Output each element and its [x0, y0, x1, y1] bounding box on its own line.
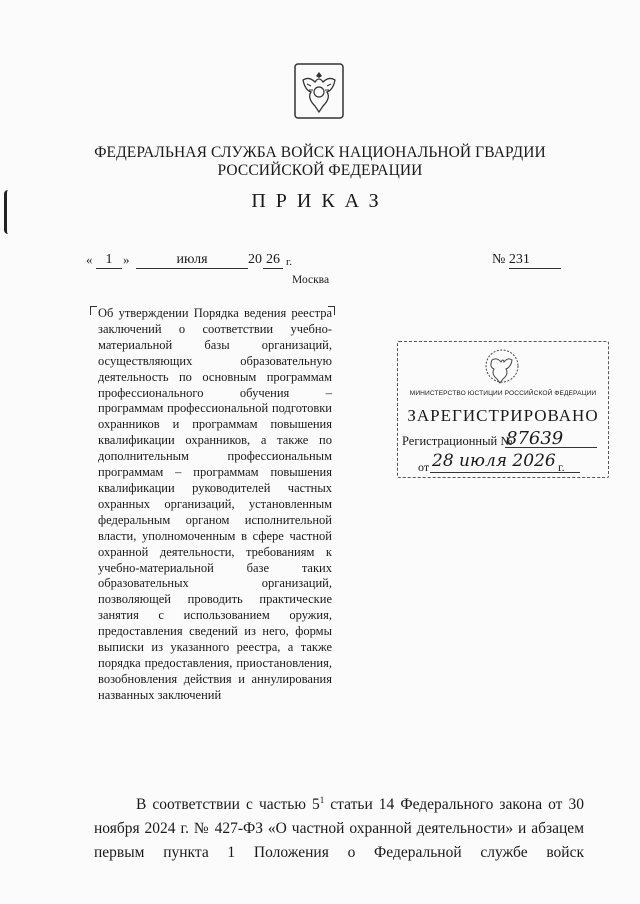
date-year-field	[263, 252, 283, 269]
subject-bracket-left	[90, 306, 97, 315]
body-part2: статьи 14 Федерального закона от 30 ноября 2024 г. № 427-ФЗ «О частной охранной деятельности» и абзацем первым пункта 1 Положения о Федеральной службе войск	[94, 796, 584, 862]
stamp-reg-label: Регистрационный №	[402, 434, 513, 448]
date-day-field	[96, 252, 122, 269]
stamp-date-prefix: от	[418, 460, 430, 474]
number-label: №	[492, 252, 506, 267]
organization-title-line2: РОССИЙСКОЙ ФЕДЕРАЦИИ	[217, 162, 423, 179]
date-month-field	[136, 252, 248, 269]
date-close-quote: »	[123, 252, 130, 267]
date-open-quote: «	[86, 252, 93, 267]
body-part1: В соответствии с частью 5	[136, 796, 320, 814]
stamp-reg-number: 87639	[506, 428, 564, 449]
stamp-date-handwritten: 28 июля 2026	[432, 451, 556, 471]
organization-title-line1: ФЕДЕРАЛЬНАЯ СЛУЖБА ВОЙСК НАЦИОНАЛЬНОЙ ГВАРДИИ	[94, 144, 546, 161]
order-body	[94, 788, 584, 865]
order-subject: Об утверждении Порядка ведения реестра заключений о соответствии учебно-материальной базы организаций, осуществляющих образовательную деятельность по основным программам профессионального обучения – программам профессиональной подготовки охранников и программам повышения квалификации охранников, а также по дополнительным профессиональным программам – программам повышения квалификации руководителей частных охранных организаций, установленным федеральным органом исполнительной власти, уполномоченным в сфере частной охранной деятельности, требованиям к учебно-материальной базе таких образовательных организаций, позволяющей проводить практические занятия с использованием оружия, предоставления сведений из него, формы выписки из указанного реестра, а также порядка предоставления, приостановления, возобновления действия и аннулирования названных заключений	[98, 306, 332, 702]
document-number	[492, 252, 561, 269]
coat-of-arms-icon	[293, 62, 345, 120]
stamp-date-suffix: г.	[558, 460, 565, 474]
number-value: 231	[509, 252, 561, 269]
stamp-registered: ЗАРЕГИСТРИРОВАНО	[407, 406, 599, 425]
date-year-suffix: г.	[286, 256, 293, 268]
date-day: 1	[96, 252, 122, 269]
city: Москва	[292, 274, 330, 286]
stamp-emblem-icon	[484, 346, 520, 386]
date-year: 26	[263, 252, 283, 269]
document-type-title: ПРИКАЗ	[251, 190, 389, 212]
stamp-ministry: МИНИСТЕРСТВО ЮСТИЦИИ РОССИЙСКОЙ ФЕДЕРАЦИИ	[409, 390, 597, 397]
date-month: июля	[136, 252, 248, 269]
stamp-number-underline	[505, 447, 597, 448]
date-century: 20	[248, 252, 262, 267]
organization-title	[60, 144, 580, 180]
body-superscript: 1	[319, 795, 325, 805]
